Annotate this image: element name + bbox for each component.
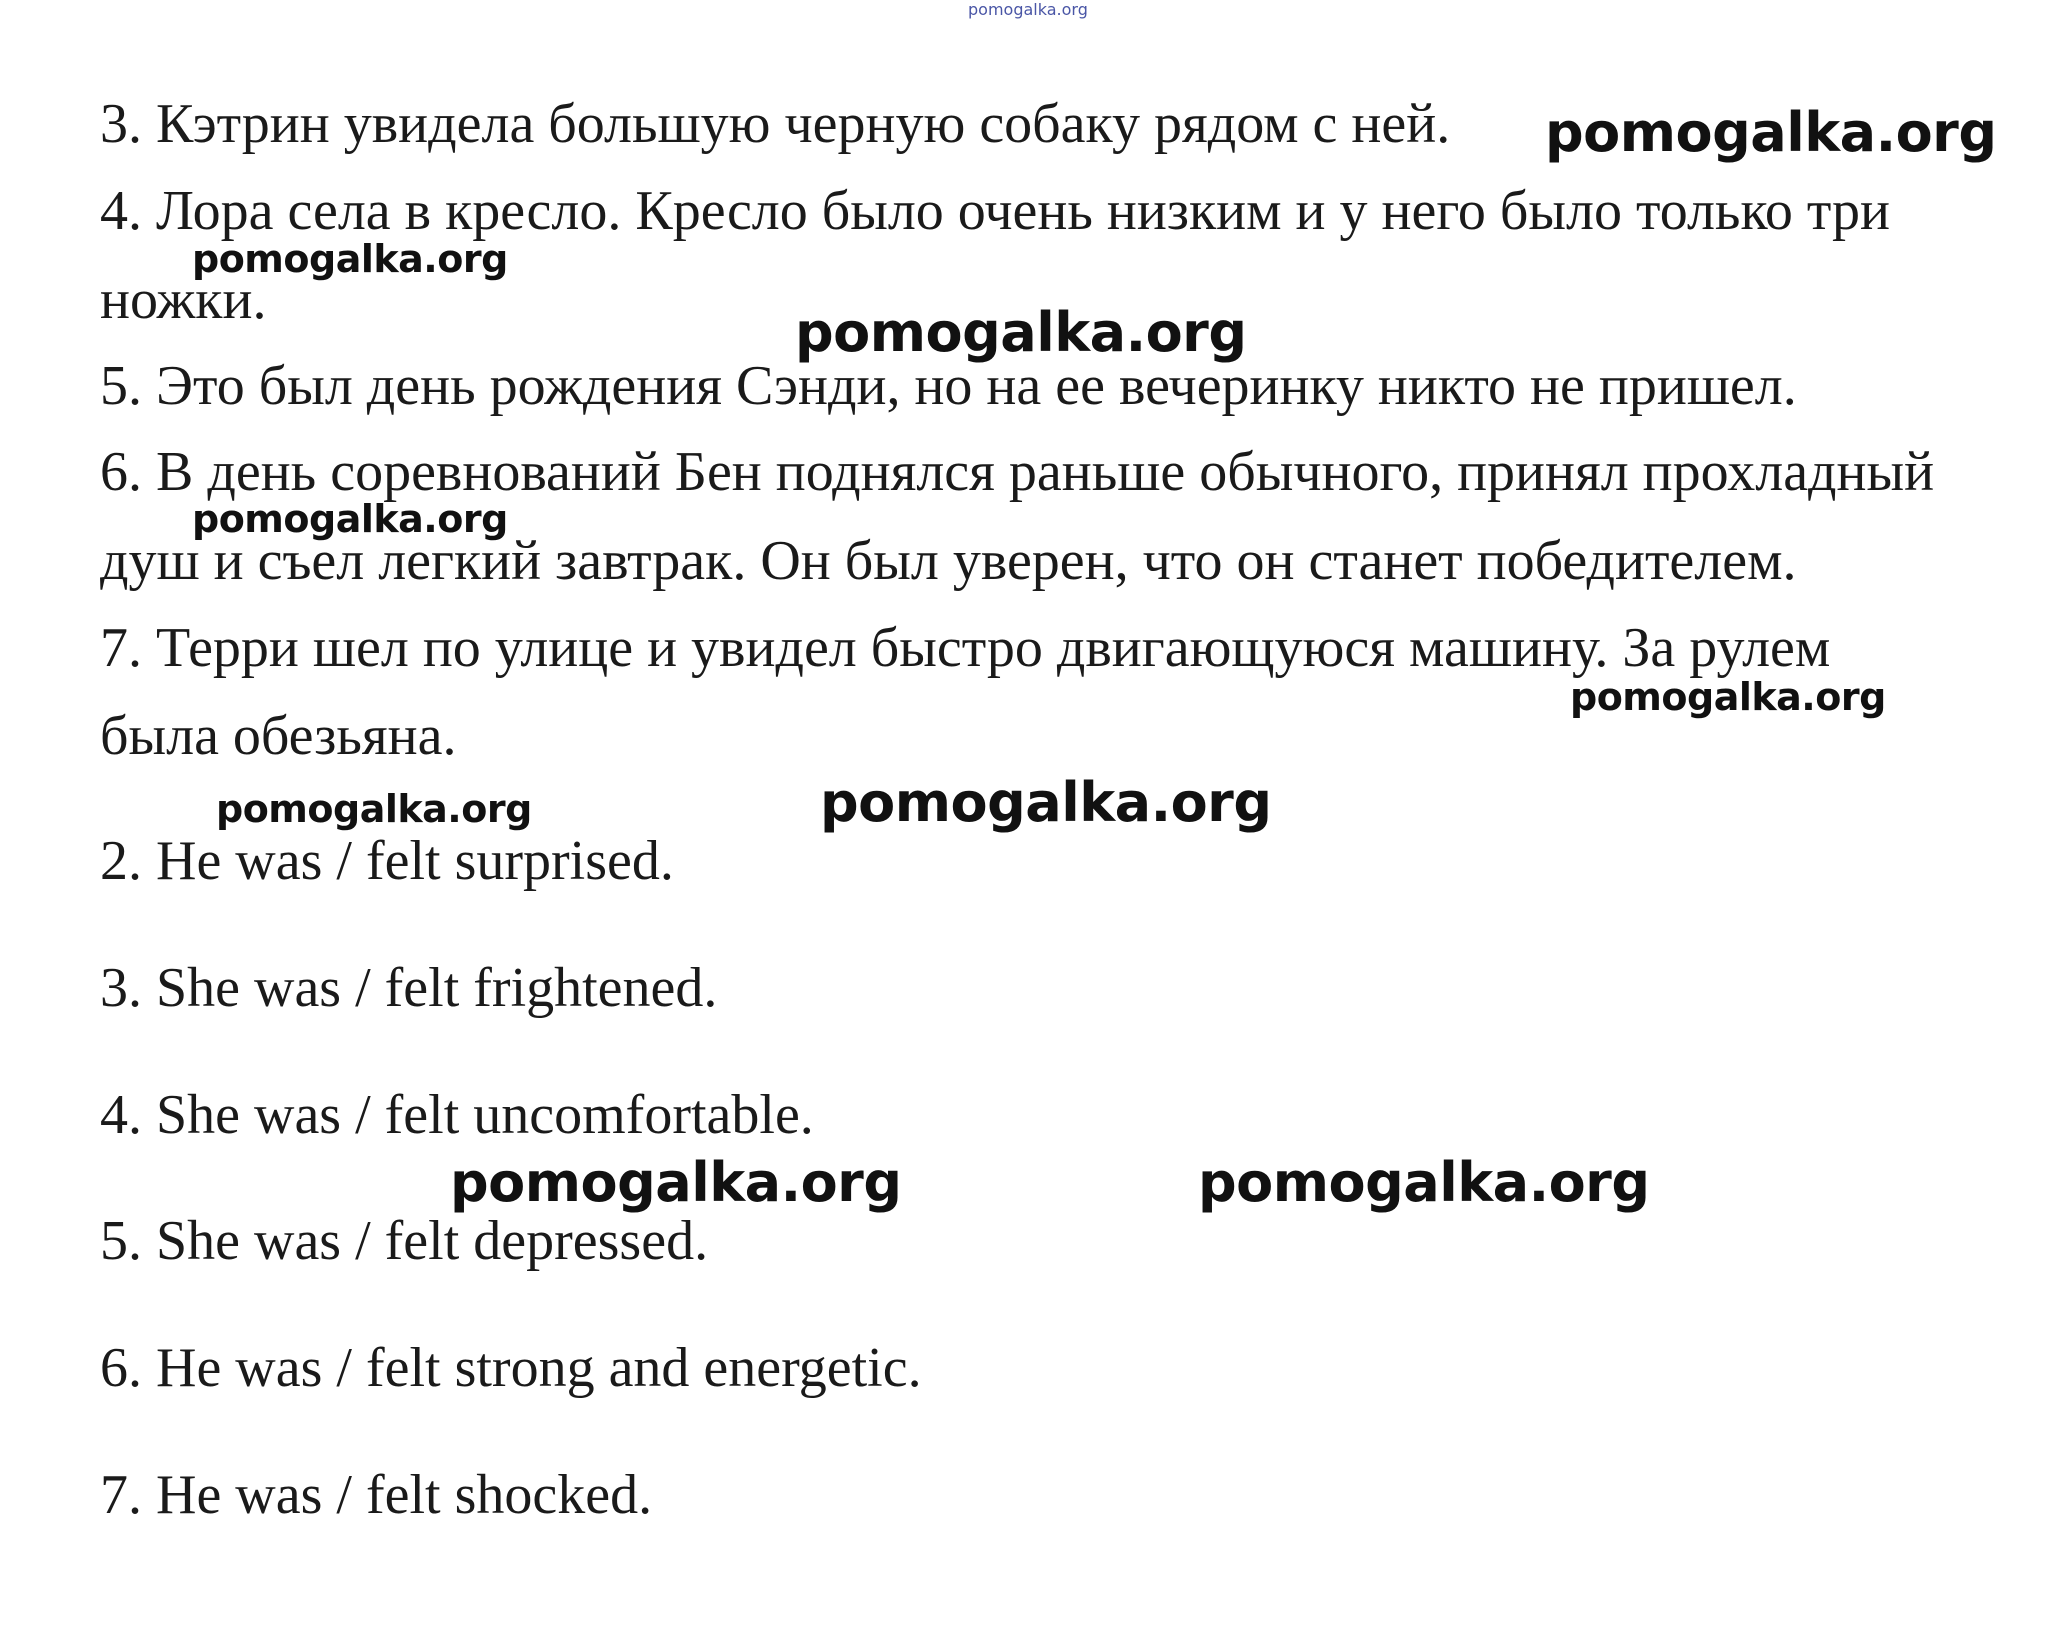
english-answer-5: 5. She was / felt depressed.	[100, 1210, 709, 1272]
english-answer-3: 3. She was / felt frightened.	[100, 957, 718, 1019]
watermark: pomogalka.org	[216, 787, 532, 831]
watermark: pomogalka.org	[1570, 675, 1886, 719]
watermark: pomogalka.org	[795, 301, 1247, 364]
watermark: pomogalka.org	[450, 1151, 902, 1214]
english-answer-7: 7. He was / felt shocked.	[100, 1464, 653, 1526]
watermark: pomogalka.org	[820, 771, 1272, 834]
english-answer-6: 6. He was / felt strong and energetic.	[100, 1337, 922, 1399]
russian-line-6b: душ и съел легкий завтрак. Он был уверен, что он станет победителем.	[100, 530, 1797, 592]
watermark: pomogalka.org	[192, 237, 508, 281]
russian-line-4a: 4. Лора села в кресло. Кресло было очень низким и у него было только три	[100, 180, 1890, 242]
russian-line-3: 3. Кэтрин увидела большую черную собаку рядом с ней.	[100, 93, 1451, 155]
watermark: pomogalka.org	[1545, 101, 1997, 164]
english-answer-2: 2. He was / felt surprised.	[100, 830, 674, 892]
russian-line-4b: ножки.	[100, 269, 267, 331]
russian-line-6a: 6. В день соревнований Бен поднялся раньше обычного, принял прохладный	[100, 441, 1935, 503]
russian-line-7b: была обезьяна.	[100, 705, 457, 767]
russian-line-5: 5. Это был день рождения Сэнди, но на ее вечеринку никто не пришел.	[100, 355, 1797, 417]
russian-line-7a: 7. Терри шел по улице и увидел быстро двигающуюся машину. За рулем	[100, 617, 1831, 679]
watermark: pomogalka.org	[192, 497, 508, 541]
top-watermark: pomogalka.org	[968, 0, 1088, 19]
english-answer-4: 4. She was / felt uncomfortable.	[100, 1084, 814, 1146]
watermark: pomogalka.org	[1198, 1151, 1650, 1214]
